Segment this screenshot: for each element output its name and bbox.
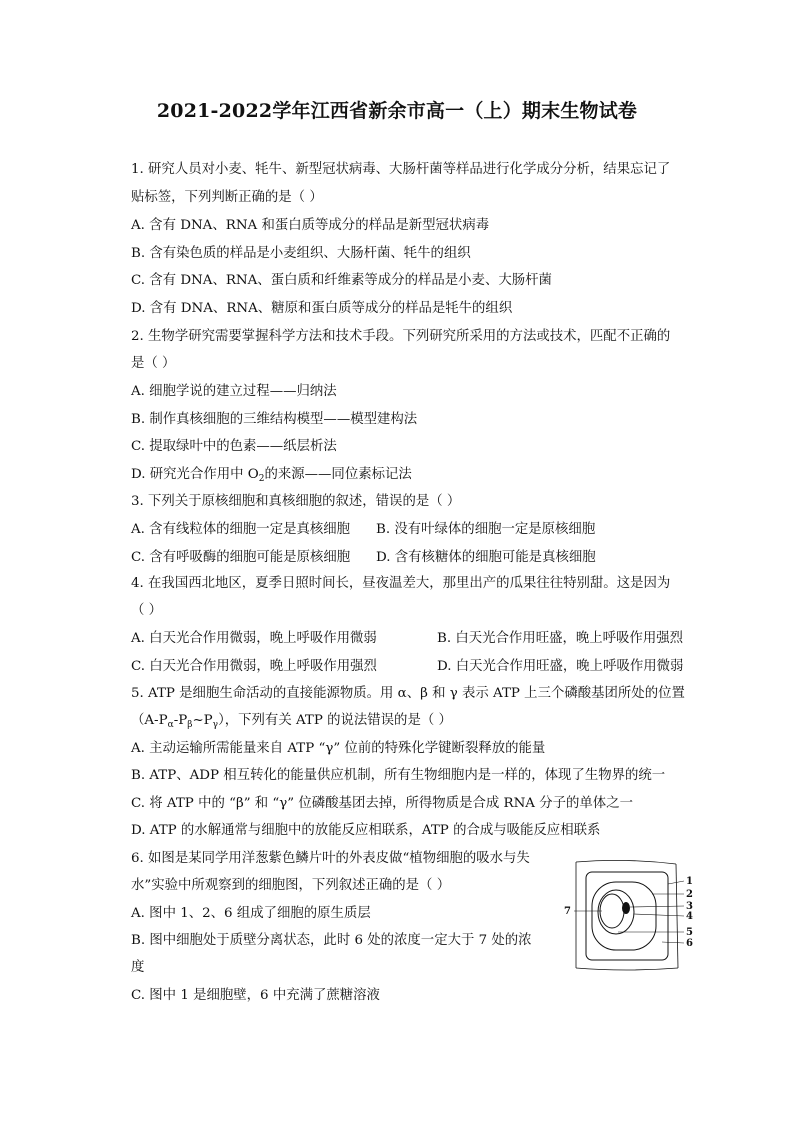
question-2-stem: 2. 生物学研究需要掌握科学方法和技术手段。下列研究所采用的方法或技术，匹配不正确的	[131, 329, 671, 344]
leader-line-3	[630, 906, 684, 907]
diagram-label-7: 7	[564, 906, 571, 917]
question-1-option-d: D. 含有 DNA、RNA、糖原和蛋白质等成分的样品是牦牛的组织	[131, 301, 513, 316]
gamma-subscript: γ	[212, 720, 219, 730]
question-1-option-c: C. 含有 DNA、RNA、蛋白质和纤维素等成分的样品是小麦、大肠杆菌	[131, 273, 552, 288]
question-6-stem: 6. 如图是某同学用洋葱紫色鳞片叶的外表皮做“植物细胞的吸水与失	[131, 851, 530, 866]
question-6-option-c: C. 图中 1 是细胞壁，6 中充满了蔗糖溶液	[131, 988, 380, 1003]
question-2-option-c: C. 提取绿叶中的色素——纸层析法	[131, 439, 337, 454]
atp-formula-part2: -P	[173, 713, 188, 728]
question-1-option-b: B. 含有染色质的样品是小麦组织、大肠杆菌、牦牛的组织	[131, 246, 471, 261]
question-5-option-c: C. 将 ATP 中的 “β” 和 “γ” 位磷酸基团去掉，所得物质是合成 RNA 分子的单体之一	[131, 796, 633, 811]
diagram-label-5: 5	[686, 927, 693, 938]
question-4-option-a: A. 白天光合作用微弱，晚上呼吸作用微弱	[131, 631, 377, 646]
question-2-stem-cont: 是（ ）	[131, 356, 176, 371]
question-1-stem: 1. 研究人员对小麦、牦牛、新型冠状病毒、大肠杆菌等样品进行化学成分分析，结果忘记了	[131, 162, 671, 177]
atp-formula-part3: ~P	[192, 713, 213, 728]
nucleus	[622, 902, 630, 914]
question-6-stem-cont: 水”实验中所观察到的细胞图，下列叙述正确的是（ ）	[131, 878, 451, 893]
alpha-subscript: α	[167, 720, 174, 730]
atp-formula-part1: （A-P	[131, 713, 168, 728]
diagram-label-6: 6	[686, 938, 693, 949]
question-3-option-d: D. 含有核糖体的细胞可能是真核细胞	[376, 550, 596, 565]
plant-cell-diagram	[556, 856, 706, 976]
question-4-stem-cont: （ ）	[131, 603, 163, 618]
o2-subscript: 2	[258, 474, 265, 484]
leader-line-4	[634, 914, 684, 916]
question-2-option-d-part1: D. 研究光合作用中 O	[131, 467, 259, 482]
question-6-option-b-cont: 度	[131, 960, 145, 975]
beta-subscript: β	[187, 720, 193, 730]
cell-wall-top-line	[576, 860, 676, 864]
question-4-option-b: B. 白天光合作用旺盛，晚上呼吸作用强烈	[437, 631, 683, 646]
diagram-label-3: 3	[686, 901, 693, 912]
question-3-option-c: C. 含有呼吸酶的细胞可能是原核细胞	[131, 550, 351, 565]
question-1-stem-cont: 贴标签，下列判断正确的是（ ）	[131, 190, 323, 205]
question-2-option-d-part2: 的来源——同位素标记法	[264, 467, 412, 482]
diagram-label-2: 2	[686, 889, 693, 900]
question-5-stem: 5. ATP 是细胞生命活动的直接能源物质。用 α、β 和 γ 表示 ATP 上三个磷酸基团所处的位置	[131, 686, 685, 701]
question-3-option-b: B. 没有叶绿体的细胞一定是原核细胞	[376, 522, 596, 537]
question-5-stem-cont	[131, 712, 452, 730]
vacuole	[600, 894, 624, 928]
question-4-stem: 4. 在我国西北地区，夏季日照时间长，昼夜温差大，那里出产的瓜果往往特别甜。这是因为	[131, 576, 671, 591]
question-5-option-a: A. 主动运输所需能量来自 ATP “γ” 位前的特殊化学键断裂释放的能量	[131, 741, 546, 756]
question-2-option-a: A. 细胞学说的建立过程——归纳法	[131, 384, 337, 399]
question-5-option-d: D. ATP 的水解通常与细胞中的放能反应相联系，ATP 的合成与吸能反应相联系	[131, 823, 601, 838]
question-1-option-a: A. 含有 DNA、RNA 和蛋白质等成分的样品是新型冠状病毒	[131, 218, 490, 233]
question-3-stem: 3. 下列关于原核细胞和真核细胞的叙述，错误的是（ ）	[131, 494, 461, 509]
question-5-option-b: B. ATP、ADP 相互转化的能量供应机制，所有生物细胞内是一样的，体现了生物界的统一	[131, 768, 666, 783]
atp-formula-part4: ），下列有关 ATP 的说法错误的是（ ）	[218, 713, 452, 728]
question-6-option-b: B. 图中细胞处于质壁分离状态，此时 6 处的浓度一定大于 7 处的浓	[131, 933, 532, 948]
question-3-option-a: A. 含有线粒体的细胞一定是真核细胞	[131, 522, 351, 537]
cell-wall-bottom-line	[576, 968, 678, 970]
question-2-option-b: B. 制作真核细胞的三维结构模型——模型建构法	[131, 412, 418, 427]
diagram-label-4: 4	[686, 911, 693, 922]
diagram-label-1: 1	[686, 876, 693, 887]
question-6-option-a: A. 图中 1、2、6 组成了细胞的原生质层	[131, 906, 371, 921]
question-4-option-c: C. 白天光合作用微弱，晚上呼吸作用强烈	[131, 659, 377, 674]
page-title: 2021-2022学年江西省新余市高一（上）期末生物试卷	[156, 100, 638, 122]
leader-line-6	[662, 942, 684, 943]
question-2-option-d	[131, 466, 412, 484]
question-4-option-d: D. 白天光合作用旺盛，晚上呼吸作用微弱	[437, 659, 684, 674]
